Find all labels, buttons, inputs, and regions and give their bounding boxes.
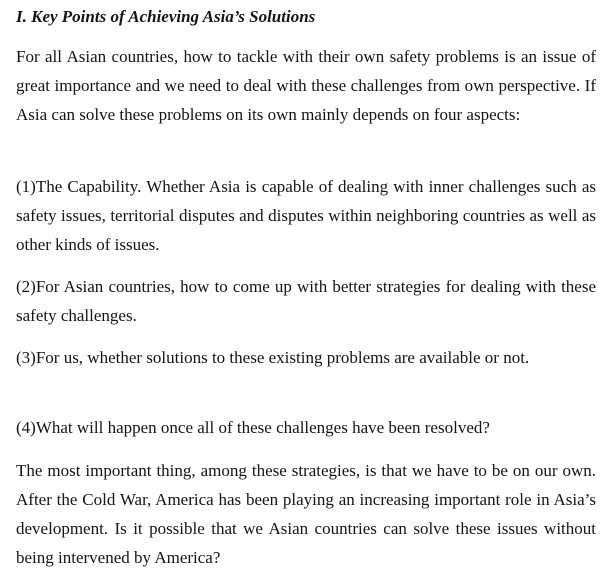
conclusion-paragraph: The most important thing, among these strategies, is that we have to be on our own. After the Cold War, America has been playing an increasing important role in Asia’s development. Is it possible that we Asian countries can solve these issues without being intervened by America? [16, 461, 596, 567]
point-1-paragraph: (1)The Capability. Whether Asia is capable of dealing with inner challenges such as safety issues, territorial disputes and disputes within neighboring countries as well as other kinds of issues. [16, 177, 596, 254]
section-heading: I. Key Points of Achieving Asia’s Solutions [16, 7, 316, 26]
point-3-paragraph: (3)For us, whether solutions to these existing problems are available or not. [16, 348, 530, 367]
intro-paragraph: For all Asian countries, how to tackle with their own safety problems is an issue of great importance and we need to deal with these challenges from own perspective. If Asia can solve these problems on its own mainly depends on four aspects: [16, 47, 596, 124]
point-2-paragraph: (2)For Asian countries, how to come up with better strategies for dealing with these safety challenges. [16, 277, 596, 325]
point-4-paragraph: (4)What will happen once all of these challenges have been resolved? [16, 418, 490, 437]
